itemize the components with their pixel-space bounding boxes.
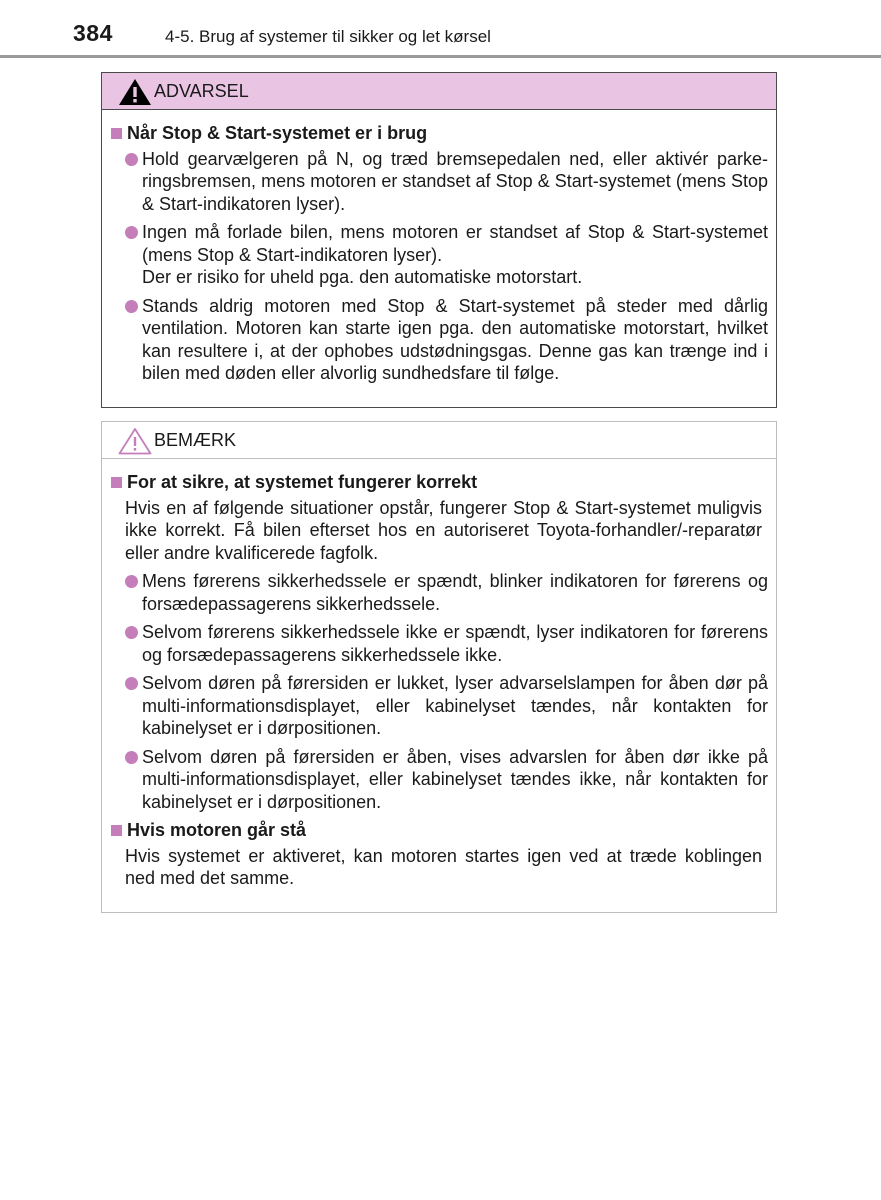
warning-box-header [102,73,776,110]
note-heading-1-text: For at sikre, at systemet fungerer korrekt [127,472,478,492]
note-label: BEMÆRK [154,430,237,450]
square-bullet-icon [111,128,122,139]
note-item-text: Mens førerens sikkerhedssele er spændt, blinker indikatoren for førerens og forsædepassagerens sikkerhedssele. [142,571,768,614]
note-box-header [102,422,776,459]
list-item [125,221,768,289]
round-bullet-icon [125,300,138,313]
page-header [0,0,881,60]
warning-triangle-icon [118,78,152,106]
warning-content [102,110,776,385]
warning-label: ADVARSEL [154,81,249,101]
page-number: 384 [73,20,113,46]
list-item [125,148,768,216]
round-bullet-icon [125,751,138,764]
list-item [125,295,768,385]
list-item [125,621,768,666]
note-item-text: Selvom døren på førersiden er åben, vises advarslen for åben dør ikke på multi-informationsdisplayet, eller kabinelyset tændes ikke, når kontakten for kabinelyset er i dørpositionen. [142,746,768,812]
list-item [125,746,768,814]
list-item [125,570,768,615]
note-section2-paragraph: Hvis systemet er aktiveret, kan motoren startes igen ved at træde koblingen ned med det samme. [125,845,762,888]
note-item-text: Selvom førerens sikkerhedssele ikke er spændt, lyser indikatoren for førerens og forsædepassagerens sikkerhedssele ikke. [142,622,768,665]
square-bullet-icon [111,477,122,488]
caution-triangle-icon [118,427,152,455]
square-bullet-icon [111,825,122,836]
round-bullet-icon [125,575,138,588]
warning-item-text: Ingen må forlade bilen, mens motoren er standset af Stop & Start-systemet (mens Stop & Start-indikatoren lyser). [142,222,768,265]
warning-item-text: Stands aldrig motoren med Stop & Start-systemet på steder med dårlig ventilation. Motoren kan starte igen pga. den automatiske motorstart, hvilket kan resultere i, at der ophobes udstødningsgas. Denne gas kan trænge ind i bilen med døden eller alvorlig sundhedsfare til følge. [142,295,768,383]
note-heading-2 [109,819,768,842]
header-rule [0,55,881,58]
note-box [101,421,777,913]
round-bullet-icon [125,626,138,639]
warning-heading [109,122,768,145]
note-content [102,459,776,890]
note-heading-2-text: Hvis motoren går stå [127,820,307,840]
round-bullet-icon [125,677,138,690]
section-title: 4-5. Brug af systemer til sikker og let kørsel [165,27,491,46]
warning-heading-text: Når Stop & Start-systemet er i brug [127,123,428,143]
list-item [125,672,768,740]
note-heading-1 [109,471,768,494]
round-bullet-icon [125,153,138,166]
note-item-text: Selvom døren på førersiden er lukket, lyser advarselslampen for åben dør på multi-informationsdisplayet, eller kabinelyset tændes, når kontakten for kabinelyset er i dørpositionen. [142,673,768,738]
warning-item-extra: Der er risiko for uheld pga. den automatiske motorstart. [142,267,583,287]
warning-item-text: Hold gearvælgeren på N, og træd bremsepedalen ned, eller aktivér parkeringsbremsen, mens motoren er standset af Stop & Start-systemet (mens Stop & Start-indikatoren lyser). [142,148,768,214]
warning-box [101,72,777,408]
round-bullet-icon [125,226,138,239]
note-intro-paragraph: Hvis en af følgende situationer opstår, fungerer Stop & Start-systemet muligvis ikke korrekt. Få bilen efterset hos en autoriseret Toyota-forhandler/-reparatør eller andre kvalificerede fagfolk. [125,497,762,563]
